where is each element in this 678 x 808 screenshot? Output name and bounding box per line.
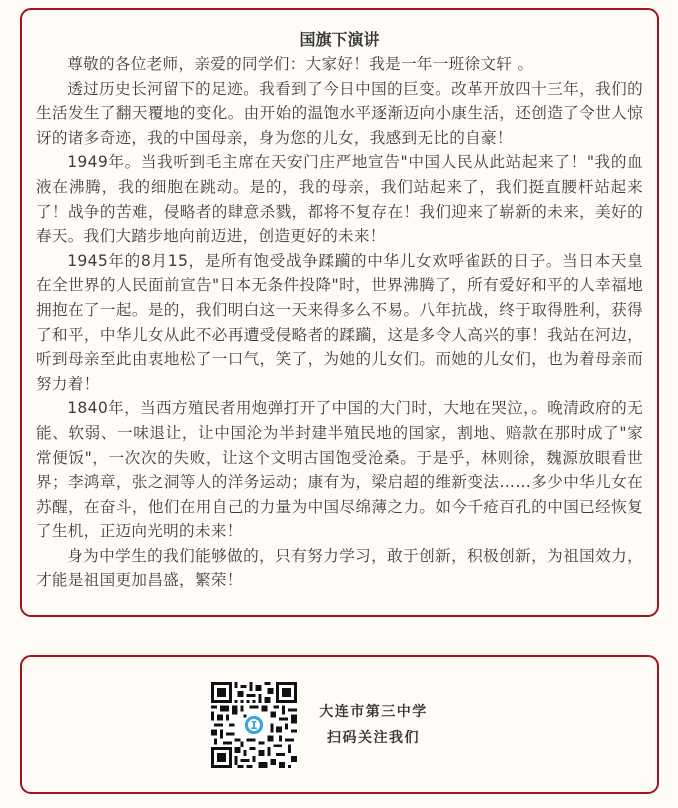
footer-content <box>211 682 428 768</box>
scan-to-follow-label: 扫码关注我们 <box>327 729 420 746</box>
speech-title: 国旗下演讲 <box>299 30 380 49</box>
speech-paragraph-1949: 1949年。当我听到毛主席在天安门庄严地宣告"中国人民从此站起来了！"我的血液在沸腾，我的细胞在跳动。是的，我的母亲，我们站起来了，我们挺直腰杆站起来了！战争的苦难，侵略者的肆意杀戮，都将不复存在！我们迎来了崭新的未来，美好的春天。我们大踏步地向前迈进，创造更好的未来！ <box>36 153 643 246</box>
footer-text <box>319 699 428 751</box>
footer-card <box>20 655 659 794</box>
speech-card <box>20 8 659 617</box>
speech-paragraph-closing: 身为中学生的我们能够做的，只有努力学习，敢于创新，积极创新，为祖国效力，才能是祖国更加昌盛，繁荣！ <box>36 546 643 590</box>
speech-paragraph-greeting: 尊敬的各位老师，亲爱的同学们：大家好！我是一年一班徐文轩 。 <box>67 55 534 73</box>
speech-paragraph-1840: 1840年，当西方殖民者用炮弹打开了中国的大门时，大地在哭泣，。晚清政府的无能、软弱、一味退让，让中国沦为半封建半殖民地的国家，割地、赔款在那时成了"家常便饭"，一次次的失败，让这个文明古国饱受沧桑。于是乎，林则徐，魏源放眼看世界；李鸿章，张之洞等人的洋务运动；康有为，梁启超的维新变法……多少中华儿女在苏醒，在奋斗，他们在用自己的力量为中国尽绵薄之力。如今千疮百孔的中国已经恢复了生机，正迈向光明的未来！ <box>36 399 643 541</box>
speech-paragraph-reform: 透过历史长河留下的足迹。我看到了今日中国的巨变。改革开放四十三年，我们的生活发生了翻天覆地的变化。由开始的温饱水平逐渐迈向小康生活，还创造了令世人惊讶的诸多奇迹，我的中国母亲，身为您的儿女，我感到无比的自豪！ <box>36 79 643 147</box>
school-name: 大连市第三中学 <box>319 703 428 720</box>
qr-code-icon[interactable] <box>211 682 297 768</box>
speech-paragraph-1945: 1945年的8月15，是所有饱受战争蹂躏的中华儿女欢呼雀跃的日子。当日本天皇在全世界的人民面前宣告"日本无条件投降"时，世界沸腾了，所有爱好和平的人幸福地拥抱在了一起。是的，我们明白这一天来得多么不易。八年抗战，终于取得胜利，获得了和平，中华儿女从此不必再遭受侵略者的蹂躏，这是多令人高兴的事！我站在河边，听到母亲至此由衷地松了一口气，笑了，为她的儿女们。而她的儿女们，也为着母亲而努力着！ <box>36 251 643 393</box>
